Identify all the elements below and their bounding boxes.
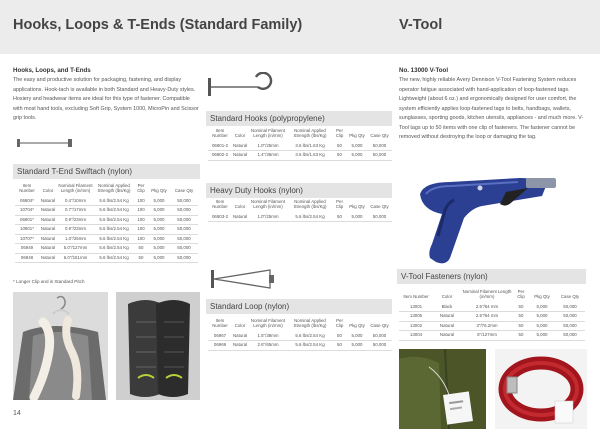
col-applied-strength: Nominal Applied Strength (lbs/Kg) [97, 183, 131, 194]
cell: 5.0"/127mm [57, 244, 94, 254]
cell: 2.5"/64 mm [461, 312, 513, 322]
cell: 50,000 [555, 331, 585, 341]
cell: 10707* [15, 234, 39, 244]
col-case-qty: Case Qty [560, 294, 580, 300]
cell: 06901* [15, 215, 39, 225]
cell: 50,000 [170, 197, 198, 206]
col-pkg-qty: Pkg Qty [151, 188, 167, 194]
cell: 50 [134, 244, 148, 254]
table-row [399, 331, 585, 341]
table-row [208, 213, 392, 222]
cell: 13004 [399, 331, 433, 341]
hosiery-photo-art [13, 292, 108, 400]
heavy-section-title: Heavy Duty Hooks (nylon) [206, 183, 392, 198]
col-item-number: Item Number [212, 128, 228, 139]
cell: 5,000 [148, 197, 170, 206]
cell: 5,000 [347, 213, 367, 222]
table-row [208, 142, 392, 151]
cell: 06949 [15, 244, 39, 254]
cell: 2.5"/64 mm [461, 303, 513, 312]
intro-left-heading: Hooks, Loops, and T-Ends [13, 67, 91, 74]
cell: 10901* [15, 225, 39, 235]
cell: 100 [134, 215, 148, 225]
cell: 06969 [208, 341, 232, 351]
cell: Natural [232, 332, 248, 341]
col-per-clip: Per Clip [517, 289, 525, 300]
cell: Natural [433, 321, 461, 331]
col-filament-length: Nominal Filament Length (in/mm) [58, 183, 93, 194]
cell: 5"/127mm [461, 331, 513, 341]
cell: 10704* [15, 206, 39, 216]
cell: 1.0"/25mm [248, 213, 288, 222]
col-case-qty: Case Qty [174, 188, 194, 194]
col-filament-length: Nominal Filament Length (in/mm) [250, 128, 286, 139]
cell: 50,000 [367, 332, 392, 341]
cell: Natural [232, 151, 248, 161]
cell: 5,000 [347, 151, 367, 161]
cell: Natural [39, 206, 57, 216]
cell: 5,000 [148, 215, 170, 225]
cell: 3"/76.2mm [461, 321, 513, 331]
cell: 5,000 [148, 234, 170, 244]
cell: 0.7"/17mm [57, 206, 94, 216]
col-applied-strength: Nominal Applied Strength (lbs/Kg) [293, 128, 327, 139]
table-row [15, 253, 198, 263]
col-per-clip: Per Clip [335, 318, 344, 329]
cell: 50,000 [170, 206, 198, 216]
cell: 06948 [15, 253, 39, 263]
cell: 100 [134, 234, 148, 244]
cell: 50,000 [170, 244, 198, 254]
col-case-qty: Case Qty [370, 133, 389, 139]
page-title-left: Hooks, Loops & T-Ends (Standard Family) [13, 17, 303, 33]
cell: 100 [134, 225, 148, 235]
cell: 0.9"/23mm [57, 215, 94, 225]
col-color: Color [441, 294, 453, 300]
cell: 5,000 [347, 142, 367, 151]
cell: 3.6 lbs/1.63 Kg [288, 142, 332, 151]
col-applied-strength: Nominal Applied Strength (lbs/Kg) [293, 199, 327, 210]
tend-header-row [15, 183, 198, 197]
col-per-clip: Per Clip [335, 199, 344, 210]
cell: 13005 [399, 312, 433, 322]
cell: Natural [232, 341, 248, 351]
cell: 13001 [399, 303, 433, 312]
cell: 2.6"/65mm [248, 341, 288, 351]
col-item-number: Item Number [19, 183, 35, 194]
belt-photo-art [495, 349, 587, 429]
table-row [399, 321, 585, 331]
hooks-header-row [208, 128, 392, 142]
cell: Natural [433, 312, 461, 322]
cell: 6.0"/151mm [57, 253, 94, 263]
page-title-right: V-Tool [399, 17, 443, 33]
cell: 5,000 [347, 332, 367, 341]
cell: 50,000 [170, 225, 198, 235]
cell: 3.6 lbs/1.63 Kg [288, 151, 332, 161]
cell: 5,000 [148, 244, 170, 254]
table-row [15, 215, 198, 225]
cell: 5.6 lbs/2.54 Kg [94, 215, 134, 225]
tend-table [15, 183, 198, 263]
cell: 1.0"/25mm [248, 142, 288, 151]
cell: 50,000 [367, 213, 392, 222]
col-color: Color [234, 323, 246, 329]
shin-guard-photo-art [116, 292, 200, 400]
cell: 50,000 [367, 151, 392, 161]
col-per-clip: Per Clip [137, 183, 145, 194]
cell: 5.6 lbs/2.54 Kg [94, 197, 134, 206]
vtool-photo-art [410, 156, 570, 264]
t-end-illustration [16, 137, 76, 149]
col-color: Color [42, 188, 54, 194]
cell: Natural [39, 234, 57, 244]
cell: 06967 [208, 332, 232, 341]
cell: 06901-2 [208, 142, 232, 151]
col-pkg-qty: Pkg Qty [349, 204, 365, 210]
cell: 50,000 [555, 303, 585, 312]
table-row [208, 332, 392, 341]
cell: Natural [232, 142, 248, 151]
cell: Natural [39, 197, 57, 206]
cell: 5,000 [529, 321, 555, 331]
cell: 5.6 lbs/2.54 Kg [94, 253, 134, 263]
cell: 5.6 lbs/2.54 Kg [288, 213, 332, 222]
page-number: 14 [13, 410, 21, 417]
cell: 0.9"/23mm [57, 225, 94, 235]
table-row [399, 303, 585, 312]
cell: 50 [332, 151, 347, 161]
table-row [399, 312, 585, 322]
cell: 50 [332, 213, 347, 222]
cell: Natural [39, 225, 57, 235]
cell: 0.4"/10mm [57, 197, 94, 206]
table-row [15, 206, 198, 216]
cell: 5,000 [148, 225, 170, 235]
col-color: Color [234, 204, 246, 210]
cell: 5,000 [148, 206, 170, 216]
cell: 5.6 lbs/2.54 Kg [94, 244, 134, 254]
cell: 06904* [15, 197, 39, 206]
table-row [208, 151, 392, 161]
cell: 50 [513, 331, 529, 341]
tend-section-title: Standard T-End Swiftach (nylon) [13, 164, 200, 179]
col-filament-length: Nominal Filament Length (in/mm) [250, 199, 286, 210]
vtool-section-title: V-Tool Fasteners (nylon) [397, 269, 586, 284]
cell: 50 [513, 312, 529, 322]
cell: 50 [332, 332, 347, 341]
cell: 5,000 [529, 331, 555, 341]
vtool-header-row [399, 289, 585, 303]
cell: 100 [134, 197, 148, 206]
col-color: Color [234, 133, 246, 139]
jacket-photo-art [399, 349, 486, 429]
cell: 5,000 [347, 341, 367, 351]
cell: 50 [332, 142, 347, 151]
col-case-qty: Case Qty [370, 323, 389, 329]
table-row [15, 244, 198, 254]
cell: 100 [134, 206, 148, 216]
cell: 1.0"/25mm [57, 234, 94, 244]
intro-right-body: The new, highly reliable Avery Dennison V-Tool Fastening System reduces operator fatigue associated with hand-application of loop-fastened tags. Lightweight (about 6 oz.) and ergonomically designed for user comfort, the system efficiently applies loop-fastened tags to belts, handbags, wallets, sunglasses, sporting goods, kitchen utensils, appliances - and much more. V-Tool tags up to 50 items with one clip of fasteners. The fastener cannot be removed without destroying the loop or damaging the tag. [399, 77, 584, 140]
cell: 5.6 lbs/2.54 Kg [94, 225, 134, 235]
hook-illustration [206, 72, 276, 104]
cell: 13002 [399, 321, 433, 331]
col-pkg-qty: Pkg Qty [349, 133, 365, 139]
cell: 50 [332, 341, 347, 351]
col-filament-length: Nominal Filament Length (in/mm) [462, 289, 512, 300]
cell: 50,000 [555, 321, 585, 331]
cell: 50,000 [367, 341, 392, 351]
cell: 5.6 lbs/2.54 Kg [288, 332, 332, 341]
heavy-table [208, 199, 392, 222]
col-per-clip: Per Clip [335, 128, 344, 139]
hooks-section-title: Standard Hooks (polypropylene) [206, 111, 392, 126]
cell: Black [433, 303, 461, 312]
table-row [15, 225, 198, 235]
cell: Natural [39, 215, 57, 225]
heavy-header-row [208, 199, 392, 213]
loop-illustration [210, 266, 280, 292]
col-pkg-qty: Pkg Qty [349, 323, 365, 329]
cell: 50,000 [170, 215, 198, 225]
cell: 50,000 [555, 312, 585, 322]
intro-right-heading: No. 13000 V-Tool [399, 67, 449, 74]
cell: 50 [513, 321, 529, 331]
col-case-qty: Case Qty [370, 204, 389, 210]
cell: 1.4"/35mm [248, 151, 288, 161]
belt-photo [495, 349, 587, 429]
vtool-photo [410, 156, 570, 264]
loop-table [208, 318, 392, 351]
table-row [15, 197, 198, 206]
table-row [208, 341, 392, 351]
cell: 1.5"/38mm [248, 332, 288, 341]
col-filament-length: Nominal Filament Length (in/mm) [250, 318, 286, 329]
cell: 06902-2 [208, 151, 232, 161]
cell: Natural [39, 253, 57, 263]
col-pkg-qty: Pkg Qty [534, 294, 550, 300]
cell: 5,000 [529, 303, 555, 312]
loop-section-title: Standard Loop (nylon) [206, 299, 392, 314]
intro-left-body: The easy and productive solution for packaging, fastening, and display applications. Hook-tach is available in both Standard and Heavy-Duty styles. Hosiery and headwear items are ideal for this type of fastener. Compatible with most hand tools, excluding Soft Grip, System 1000, MicroPin and Scissor grip tools. [13, 77, 199, 121]
loop-header-row [208, 318, 392, 332]
cell: Natural [39, 244, 57, 254]
cell: 50,000 [170, 234, 198, 244]
jacket-photo [399, 349, 486, 429]
cell: 5,000 [529, 312, 555, 322]
cell: 06903-2 [208, 213, 232, 222]
col-item-number: Item Number [212, 199, 228, 210]
tend-footnote: * Longer Clip and is Standard Pitch [13, 279, 85, 284]
cell: 5.6 lbs/2.54 Kg [288, 341, 332, 351]
table-row [15, 234, 198, 244]
hosiery-photo [13, 292, 108, 400]
col-applied-strength: Nominal Applied Strength (lbs/Kg) [293, 318, 327, 329]
cell: 50,000 [170, 253, 198, 263]
cell: Natural [433, 331, 461, 341]
vtool-table [399, 289, 585, 341]
cell: 5,000 [148, 253, 170, 263]
cell: 5.6 lbs/2.54 Kg [94, 206, 134, 216]
col-item-number: Item Number [212, 318, 228, 329]
cell: 5.6 lbs/2.54 Kg [94, 234, 134, 244]
col-item-number: Item Number [403, 294, 429, 300]
cell: 50,000 [367, 142, 392, 151]
hooks-table [208, 128, 392, 161]
cell: 50 [513, 303, 529, 312]
cell: 50 [134, 253, 148, 263]
shin-guard-photo [116, 292, 200, 400]
cell: Natural [232, 213, 248, 222]
